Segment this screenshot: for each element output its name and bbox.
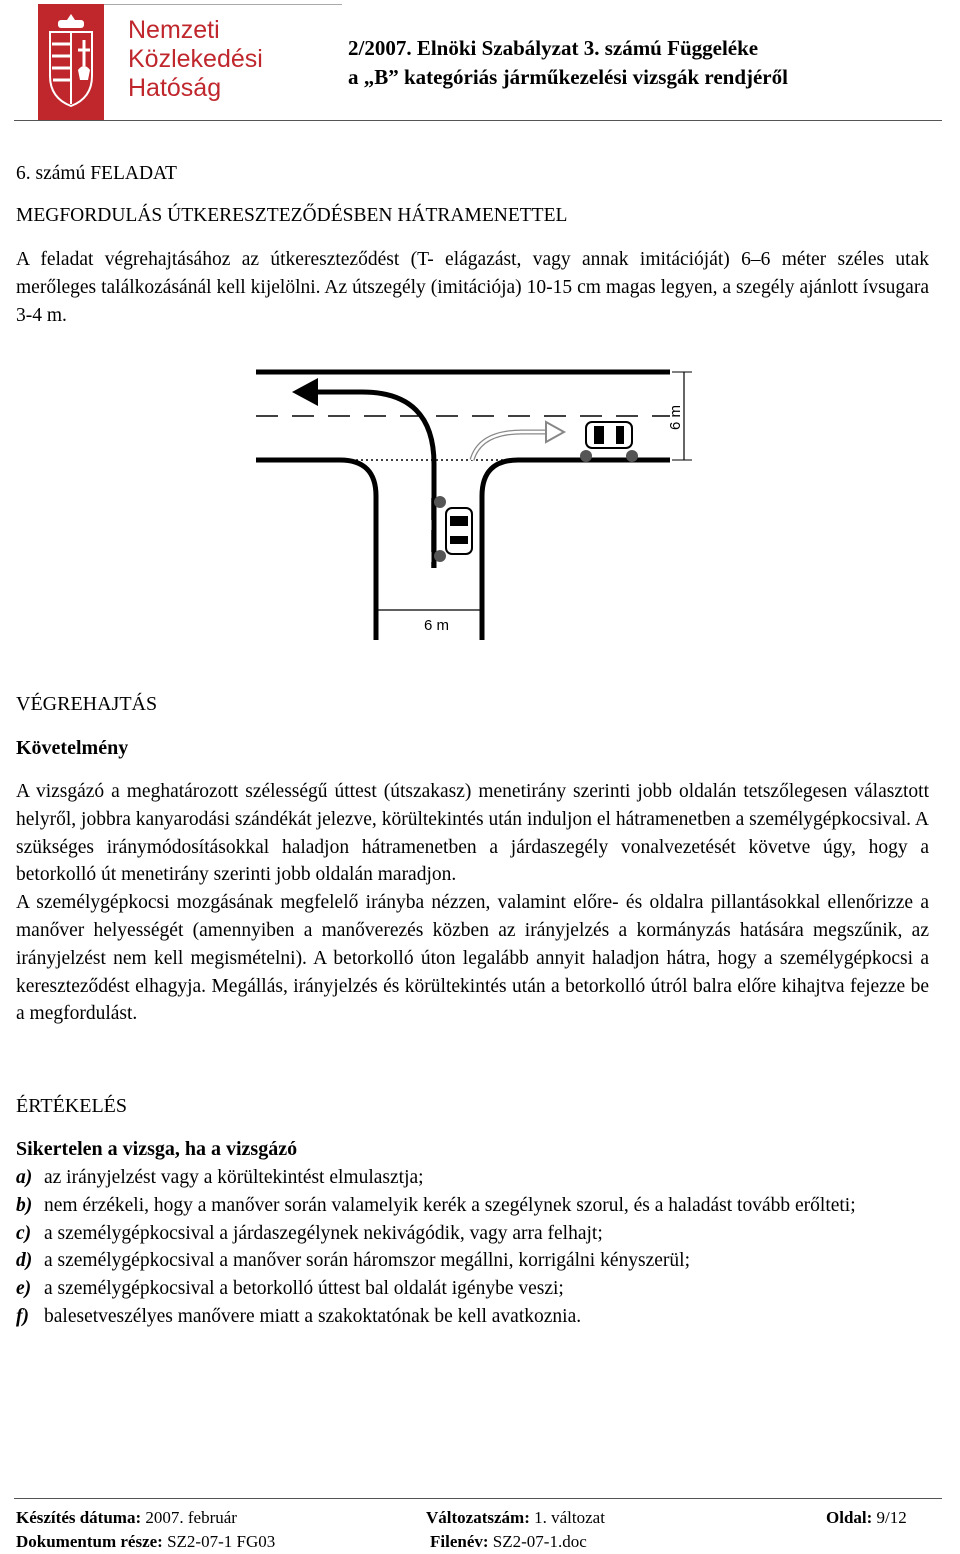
task-number: 6. számú FELADAT	[16, 163, 177, 184]
criteria-text: nem érzékeli, hogy a manőver során valamelyik kerék a szegélynek szorul, és a haladást tovább erőlteti;	[44, 1194, 856, 1216]
criteria-label: d)	[16, 1250, 33, 1272]
document-part	[16, 1530, 275, 1554]
document-title	[348, 34, 788, 92]
logo-line-1: Nemzeti	[128, 16, 220, 44]
criteria-label: f)	[16, 1305, 29, 1327]
header-top-rule	[104, 4, 342, 5]
version-value: 1. változat	[534, 1508, 605, 1527]
reverse-arrowhead-icon	[546, 422, 564, 442]
coat-of-arms-logo-icon	[38, 4, 104, 120]
logo-line-2: Közlekedési	[128, 45, 263, 73]
page-header	[0, 0, 960, 122]
created-value: 2007. február	[145, 1508, 237, 1527]
doc-part-label: Dokumentum része:	[16, 1532, 163, 1551]
curb-right	[482, 460, 670, 640]
document-title-line-2: a „B” kategóriás járműkezelési vizsgák rendjéről	[348, 65, 788, 89]
criteria-text: a személygépkocsival a manőver során háromszor megállni, korrigálni kényszerül;	[44, 1250, 690, 1272]
reverse-path	[472, 432, 550, 460]
filename	[430, 1530, 587, 1554]
failure-subheading: Sikertelen a vizsga, ha a vizsgázó	[16, 1138, 298, 1160]
version-label: Változatszám:	[426, 1508, 530, 1527]
car-side-road-icon	[446, 508, 472, 554]
page-footer	[16, 1506, 926, 1554]
criteria-label: c)	[16, 1222, 32, 1244]
created-label: Készítés dátuma:	[16, 1508, 142, 1527]
page-value: 9/12	[876, 1508, 907, 1527]
criteria-label: a)	[16, 1167, 33, 1188]
arrowhead-icon	[292, 378, 318, 406]
criteria-item	[16, 1275, 929, 1303]
criteria-label: e)	[16, 1278, 32, 1300]
criteria-item	[16, 1303, 929, 1331]
criteria-item	[16, 1164, 929, 1192]
created-date	[16, 1506, 237, 1530]
authority-logo-text	[128, 16, 263, 103]
execution-body	[16, 778, 929, 1028]
version-number	[426, 1506, 605, 1530]
document-title-line-1: 2/2007. Elnöki Szabályzat 3. számú Függeléke	[348, 36, 759, 60]
criteria-text: a személygépkocsival a betorkolló úttest bal oldalát igénybe veszi;	[44, 1278, 564, 1300]
criteria-text: balesetveszélyes manővere miatt a szakoktatónak be kell avatkoznia.	[44, 1305, 582, 1327]
car-main-road-icon	[586, 422, 632, 448]
logo-line-3: Hatóság	[128, 74, 222, 102]
footer-divider	[14, 1498, 942, 1499]
reverse-path-inner	[472, 432, 550, 460]
t-junction-diagram	[252, 368, 692, 640]
criteria-label: b)	[16, 1194, 33, 1216]
doc-part-value: SZ2-07-1 FG03	[167, 1532, 276, 1551]
dimension-label-vertical: 6 m	[667, 404, 684, 430]
task-intro-paragraph: A feladat végrehajtásához az útkereszteződést (T- elágazást, vagy annak imitációját) 6–6 méter széles utak merőleges találkozásánál kell kijelölni. Az útszegély (imitációja) 10-15 cm magas legyen, a szegély ajánlott ívsugara 3-4 m.	[16, 249, 929, 326]
curb-left	[256, 460, 376, 640]
page-number	[826, 1506, 907, 1530]
execution-paragraph-1: A vizsgázó a meghatározott szélességű úttest (útszakasz) menetirány szerinti jobb oldalán tetszőlegesen választott helyről, jobbra kanyarodási szándékát jelezve, körültekintés után induljon el hátramenetben a személygépkocsival. A szükséges iránymódosításokkal haladjon hátramenetben a járdaszegély vonalvezetését követve úgy, hogy a betorkolló út menetirány szerinti jobb oldalán maradjon.	[16, 781, 929, 886]
failure-criteria-list	[16, 1164, 929, 1331]
execution-paragraph-2: A személygépkocsi mozgásának megfelelő irányba nézzen, valamint előre- és oldalra pillantásokkal ellenőrizze a manőver helyességét (amennyiben a manőverezés közben az irányjelzés a kormányzás hatására megszűnik, az irányjelzést nem kell megismételni). A betorkolló úton legalább annyit haladjon hátra, hogy a személygépkocsi a kereszteződést elhagyja. Megállás, irányjelzés és körültekintés után a betorkolló útról balra előre kihajtva fejezze be a megfordulást.	[16, 892, 929, 1025]
requirement-subheading: Követelmény	[16, 737, 129, 759]
page-label: Oldal:	[826, 1508, 873, 1527]
criteria-text: az irányjelzést vagy a körültekintést elmulasztja;	[44, 1167, 424, 1188]
criteria-item	[16, 1247, 929, 1275]
criteria-text: a személygépkocsival a járdaszegélynek nekivágódik, vagy arra felhajt;	[44, 1222, 603, 1244]
execution-heading: VÉGREHAJTÁS	[16, 693, 158, 715]
header-divider	[14, 120, 942, 121]
filename-value: SZ2-07-1.doc	[492, 1532, 587, 1551]
dimension-label-horizontal: 6 m	[424, 617, 450, 634]
filename-label: Filenév:	[430, 1532, 489, 1551]
evaluation-heading: ÉRTÉKELÉS	[16, 1095, 128, 1117]
criteria-item	[16, 1220, 929, 1248]
task-title: MEGFORDULÁS ÚTKERESZTEZŐDÉSBEN HÁTRAMENETTEL	[16, 205, 568, 226]
criteria-item	[16, 1192, 929, 1220]
